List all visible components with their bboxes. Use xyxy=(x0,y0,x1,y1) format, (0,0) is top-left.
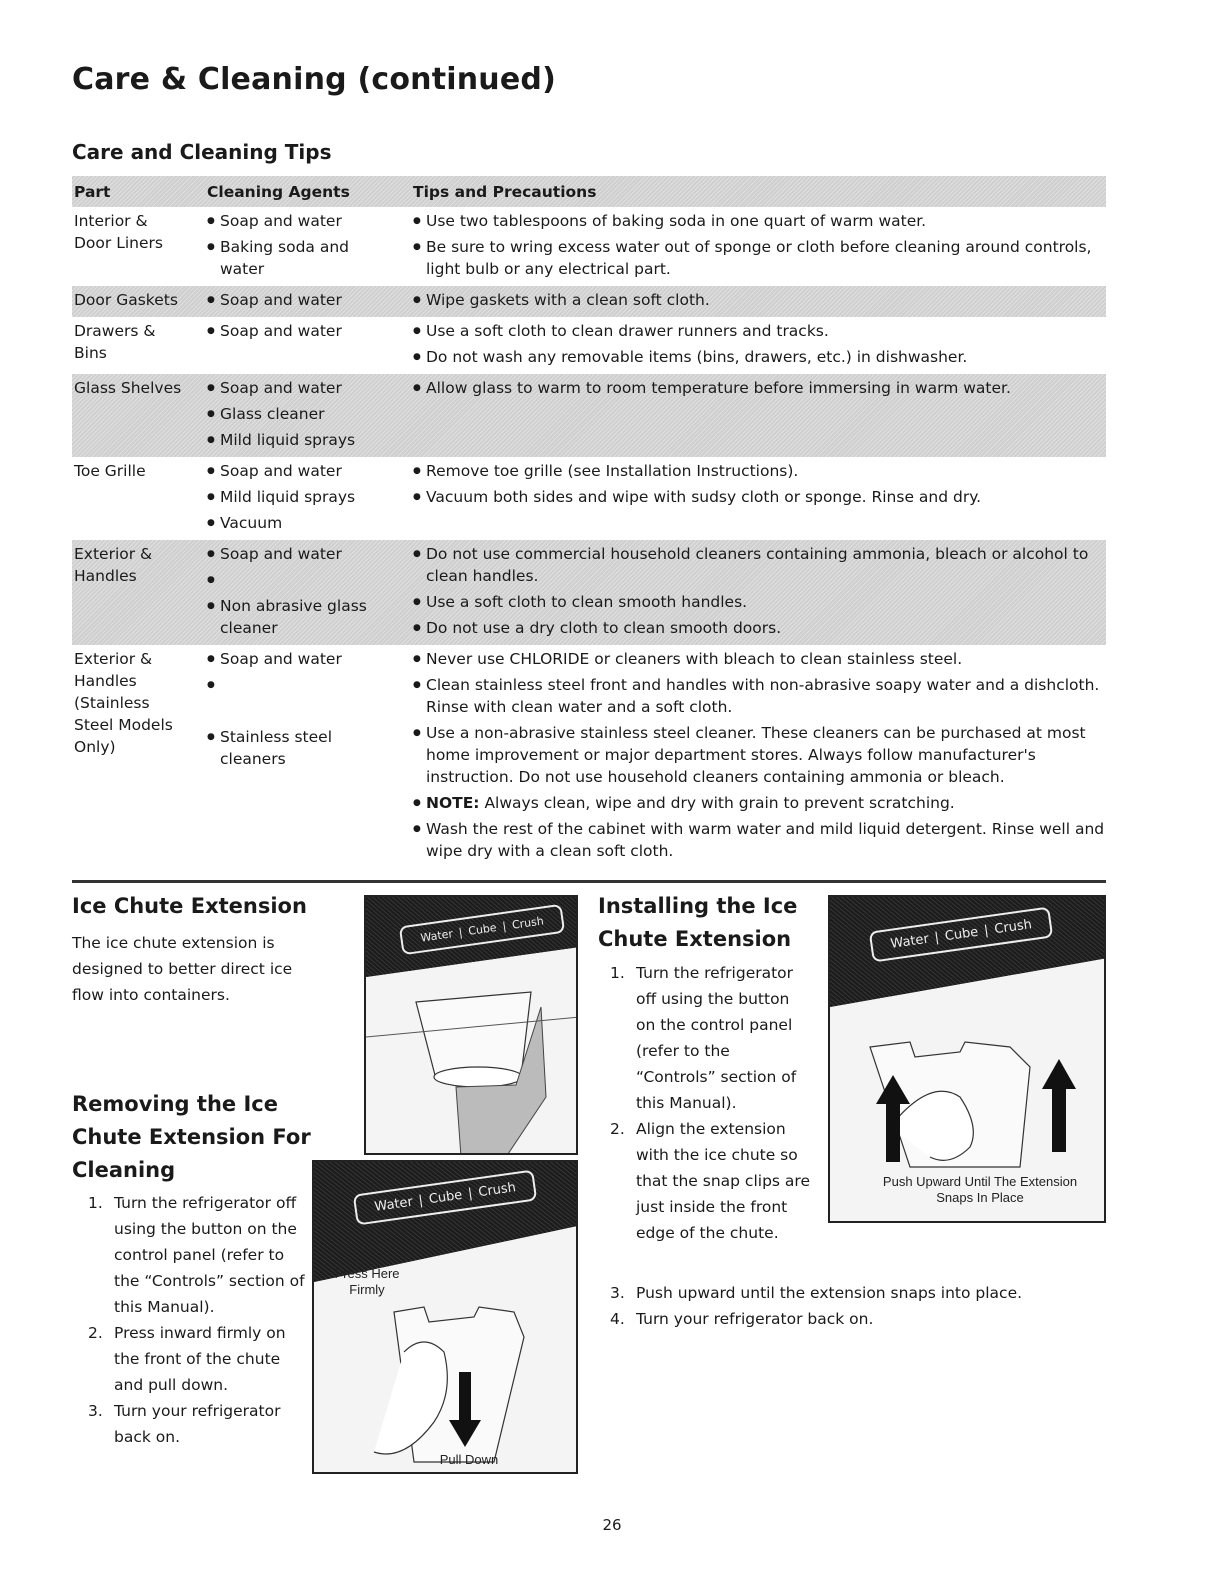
agent-item: ● Stainless steel cleaners xyxy=(207,726,347,770)
tip-item: ● Wipe gaskets with a clean soft cloth. xyxy=(413,289,1106,311)
pull-down-label: Pull Down xyxy=(439,1452,499,1467)
agent-item: ● Non abrasive glass cleaner xyxy=(207,595,382,639)
agent-item: ● Baking soda and water xyxy=(207,236,367,280)
page-number: 26 xyxy=(602,1516,622,1534)
hand-illustration xyxy=(314,1162,578,1474)
agents-cell xyxy=(207,374,413,457)
agents-cell xyxy=(207,207,413,286)
spacer xyxy=(207,569,413,591)
tips-cell xyxy=(413,374,1106,457)
ice-chute-title: Ice Chute Extension xyxy=(72,894,307,918)
tips-cell xyxy=(413,645,1106,868)
tip-item: ● Remove toe grille (see Installation Instructions). xyxy=(413,460,1106,482)
agent-item: ● Mild liquid sprays xyxy=(207,486,413,508)
tip-item: ● Do not use commercial household cleaners containing ammonia, bleach or alcohol to clean handles. xyxy=(413,543,1106,587)
tips-cell xyxy=(413,207,1106,286)
installing-title: Installing the Ice Chute Extension xyxy=(598,894,798,951)
dispenser-buttons: Water | Cube | Crush xyxy=(869,906,1054,962)
note-text: Always clean, wipe and dry with grain to prevent scratching. xyxy=(484,794,955,812)
part-cell: Door Gaskets xyxy=(74,291,178,309)
agent-item: ● Soap and water xyxy=(207,210,413,232)
agents-cell xyxy=(207,645,413,868)
agent-item: ● Glass cleaner xyxy=(207,403,413,425)
ice-chute-description: The ice chute extension is designed to better direct ice flow into containers. xyxy=(72,934,293,1004)
agents-cell xyxy=(207,457,413,540)
part-cell: Drawers & Bins xyxy=(74,322,156,362)
part-cell: Exterior & Handles (Stainless Steel Models Only) xyxy=(74,650,173,756)
figure-removing xyxy=(312,1160,578,1474)
removing-title: Removing the Ice Chute Extension For Cleaning xyxy=(72,1092,311,1182)
tip-item: ● Use a soft cloth to clean drawer runners and tracks. xyxy=(413,320,1106,342)
installing-step: 3. Push upward until the extension snaps into place. xyxy=(610,1284,1023,1302)
table-row xyxy=(72,374,1106,457)
tip-item: ● Do not use a dry cloth to clean smooth doors. xyxy=(413,617,1106,639)
installing-step: 4. Turn your refrigerator back on. xyxy=(610,1310,874,1328)
tip-item: ● Use two tablespoons of baking soda in one quart of warm water. xyxy=(413,210,1106,232)
agent-item: ● Soap and water xyxy=(207,648,413,670)
agents-cell xyxy=(207,317,413,374)
header-tips: Tips and Precautions xyxy=(413,183,597,201)
table-row xyxy=(72,207,1106,286)
spacer xyxy=(207,674,413,722)
table-row xyxy=(72,540,1106,645)
part-cell: Exterior & Handles xyxy=(74,545,153,585)
tips-cell xyxy=(413,286,1106,317)
tips-cell xyxy=(413,317,1106,374)
page-title: Care & Cleaning (continued) xyxy=(72,62,556,97)
agent-item: ● Vacuum xyxy=(207,512,413,534)
table-row xyxy=(72,286,1106,317)
agent-item: ● Mild liquid sprays xyxy=(207,429,413,451)
dispenser-buttons: Water | Cube | Crush xyxy=(399,904,566,956)
push-upward-label: Push Upward Until The Extension Snaps In Place xyxy=(882,1174,1078,1205)
tips-cell xyxy=(413,457,1106,540)
header-agents: Cleaning Agents xyxy=(207,183,350,201)
care-tips-table xyxy=(72,176,1106,868)
agents-cell xyxy=(207,286,413,317)
agent-item: ● Soap and water xyxy=(207,320,413,342)
installing-steps-a xyxy=(610,960,810,1246)
press-here-label: Press Here Firmly xyxy=(334,1266,400,1297)
tip-item: ● Use a soft cloth to clean smooth handles. xyxy=(413,591,1106,613)
tip-item-note xyxy=(413,792,1106,814)
header-part: Part xyxy=(74,183,111,201)
tip-item: ● Vacuum both sides and wipe with sudsy cloth or sponge. Rinse and dry. xyxy=(413,486,1106,508)
agent-item: ● Soap and water xyxy=(207,377,413,399)
table-row xyxy=(72,317,1106,374)
tip-item: ● Allow glass to warm to room temperature before immersing in warm water. xyxy=(413,377,1106,399)
installing-steps-b xyxy=(610,1280,1110,1332)
tip-item: ● Never use CHLORIDE or cleaners with bleach to clean stainless steel. xyxy=(413,648,1106,670)
note-label: NOTE: xyxy=(426,794,480,812)
removing-step: 3. Turn your refrigerator back on. xyxy=(88,1402,281,1446)
tip-item: ● Wash the rest of the cabinet with warm water and mild liquid detergent. Rinse well and wipe dry with a clean soft cloth. xyxy=(413,818,1106,862)
installing-step: 2. Align the extension with the ice chute so that the snap clips are just inside the front edge of the chute. xyxy=(610,1120,810,1242)
part-cell: Interior & Door Liners xyxy=(74,212,163,252)
agents-cell xyxy=(207,540,413,645)
table-row xyxy=(72,457,1106,540)
dispenser-buttons: Water | Cube | Crush xyxy=(353,1169,538,1225)
tip-item: ● Be sure to wring excess water out of sponge or cloth before cleaning around controls, light bulb or any electrical part. xyxy=(413,236,1106,280)
tip-item: ● Do not wash any removable items (bins, drawers, etc.) in dishwasher. xyxy=(413,346,1106,368)
table-header-row xyxy=(72,176,1106,207)
removing-step: 1. Turn the refrigerator off using the button on the control panel (refer to the “Controls” section of this Manual). xyxy=(88,1194,305,1316)
removing-step: 2. Press inward firmly on the front of the chute and pull down. xyxy=(88,1324,286,1394)
figure-installing xyxy=(828,895,1106,1223)
tip-item: ● Clean stainless steel front and handles with non-abrasive soapy water and a dishcloth. Rinse with clean water and a soft cloth. xyxy=(413,674,1106,718)
agent-item: ● Soap and water xyxy=(207,460,413,482)
agent-item: ● Soap and water xyxy=(207,289,413,311)
part-cell: Glass Shelves xyxy=(74,379,182,397)
part-cell: Toe Grille xyxy=(74,462,146,480)
tips-cell xyxy=(413,540,1106,645)
chute-illustration xyxy=(366,897,578,1155)
agent-item: ● Soap and water xyxy=(207,543,413,565)
figure-ice-chute xyxy=(364,895,578,1155)
removing-steps xyxy=(88,1190,308,1450)
table-row xyxy=(72,645,1106,868)
tip-item: ● Use a non-abrasive stainless steel cleaner. These cleaners can be purchased at most home improvement or major department stores. Always follow manufacturer's instruction. Do not use household cleaners containing ammonia or bleach. xyxy=(413,722,1106,788)
section-divider xyxy=(72,880,1106,883)
section-title-tips: Care and Cleaning Tips xyxy=(72,140,332,164)
installing-step: 1. Turn the refrigerator off using the button on the control panel (refer to the “Controls” section of this Manual). xyxy=(610,964,797,1112)
